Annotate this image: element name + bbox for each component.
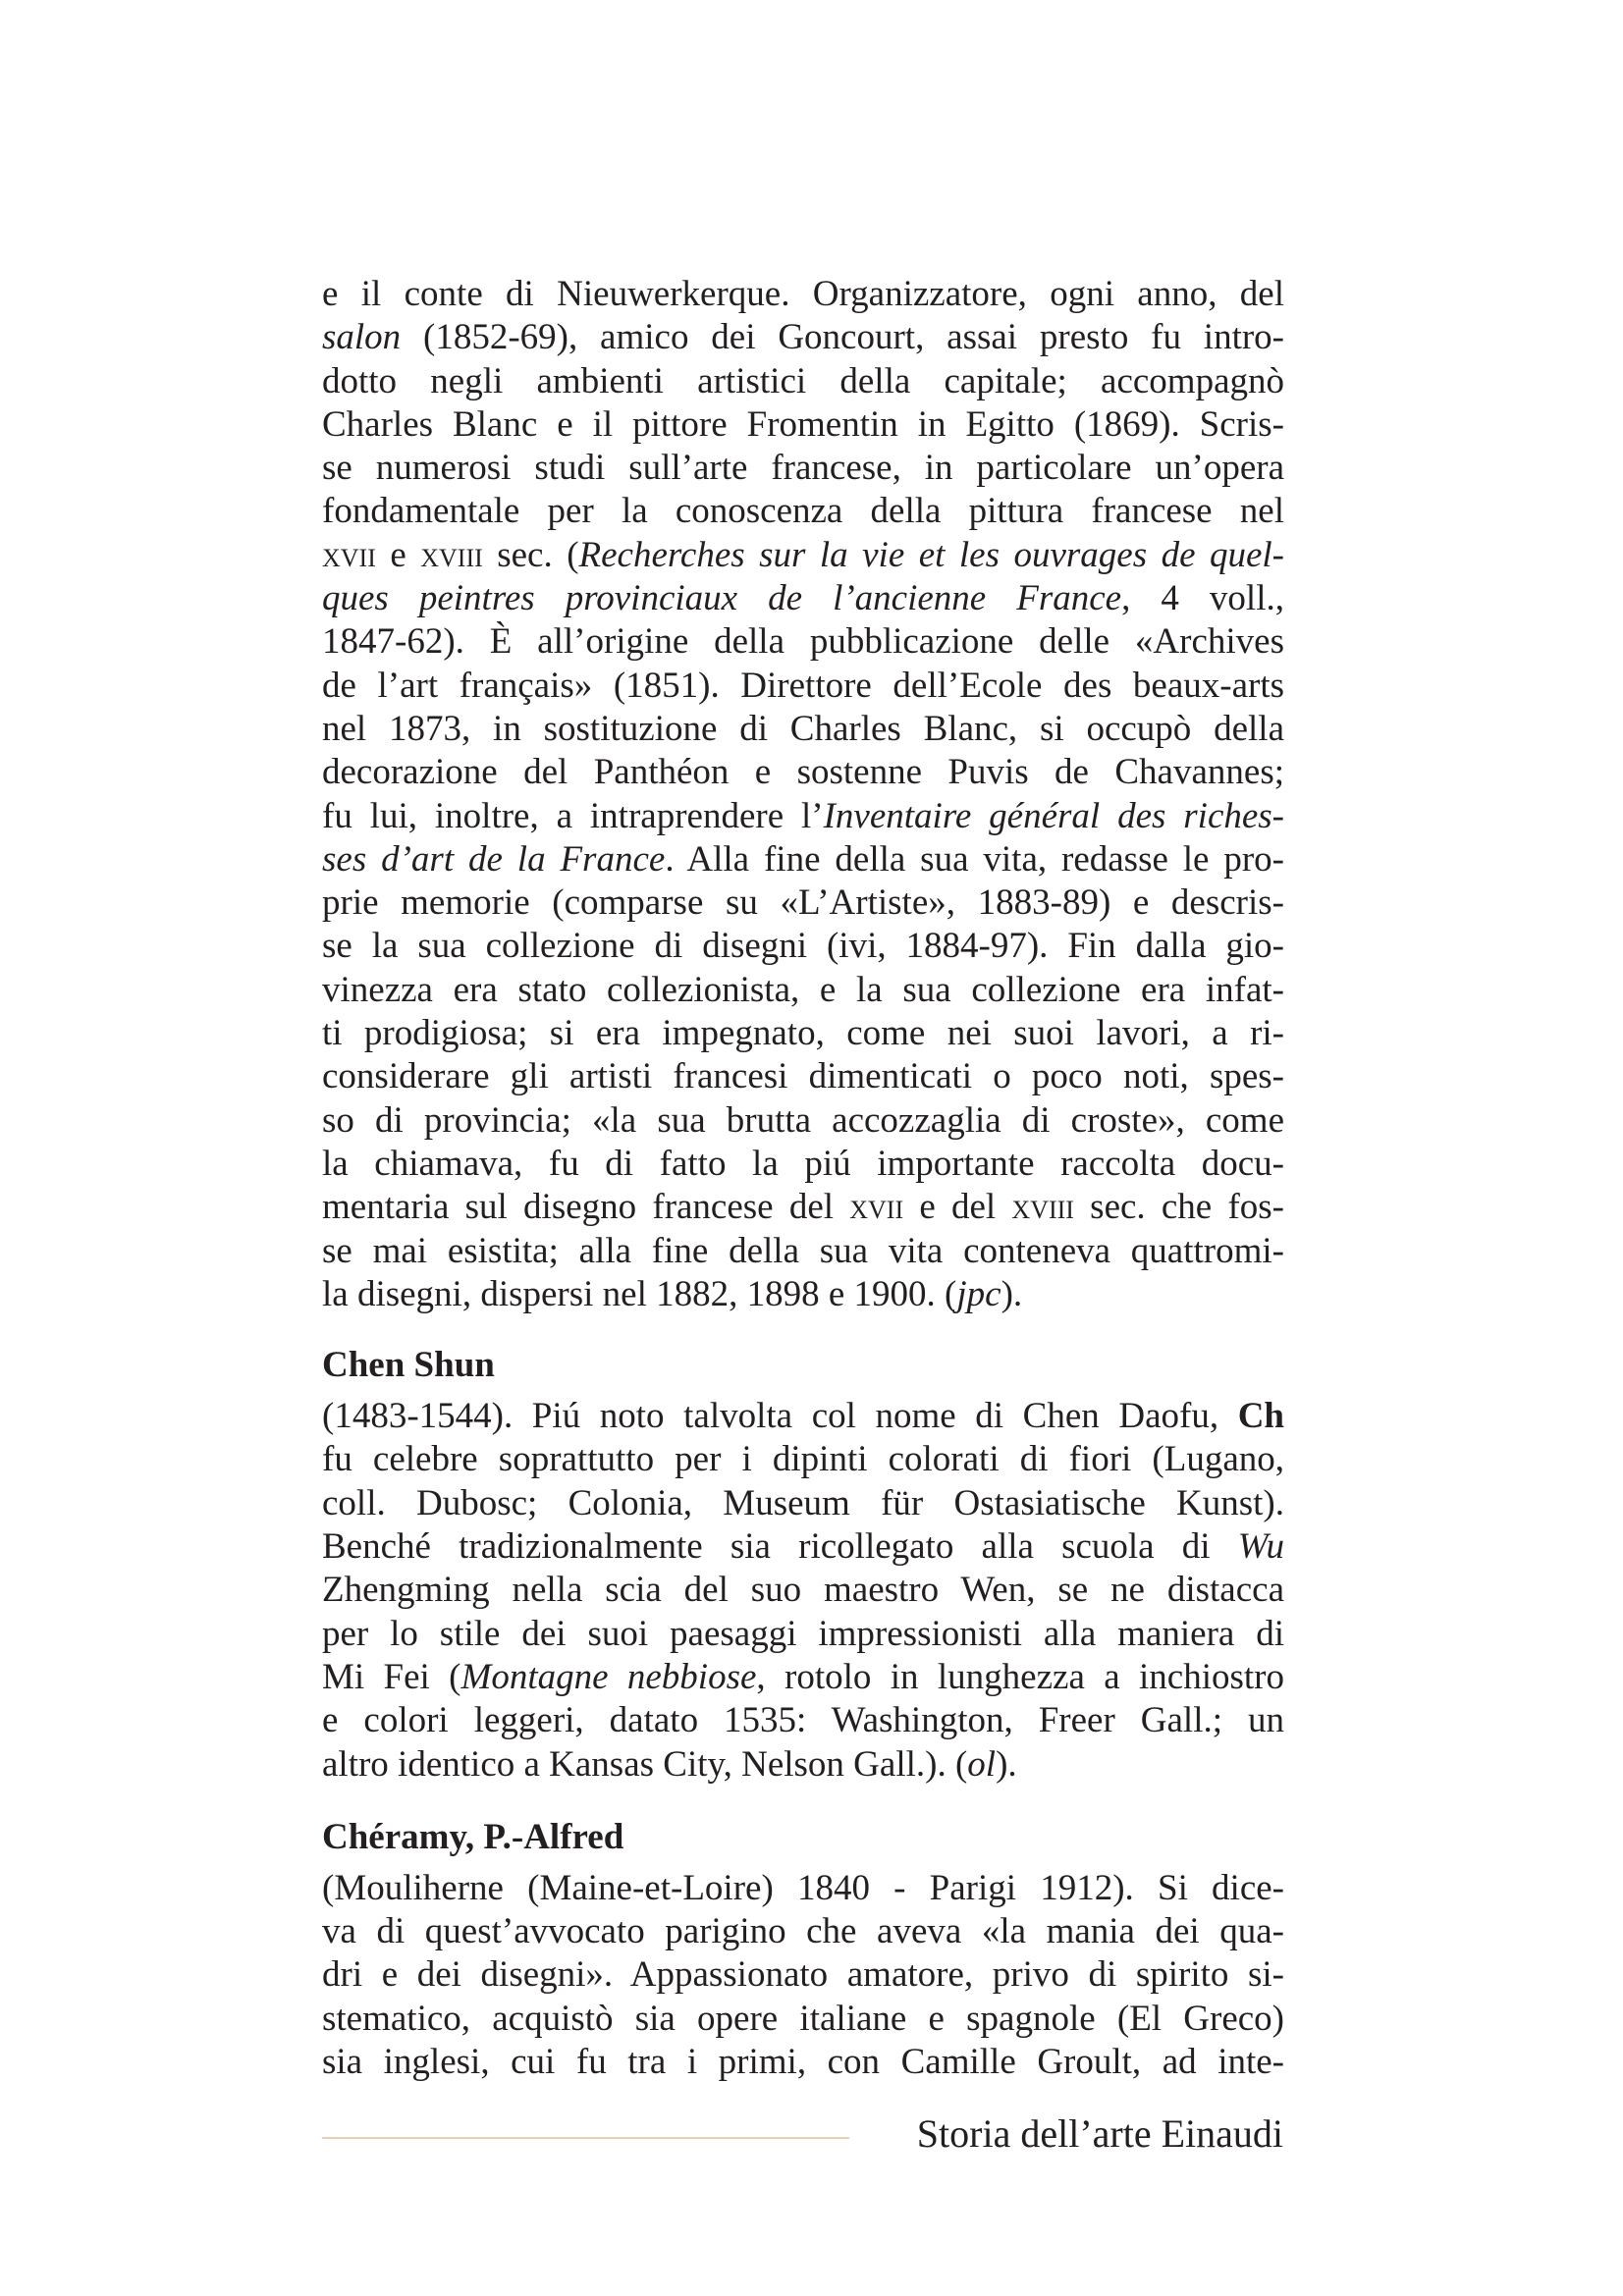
text-run: , 4 voll., — [1121, 578, 1284, 619]
italic-text: Recherches sur la vie et les ouvrages de quel- — [578, 534, 1284, 575]
text-run: Benché tradizionalmente sia ricollegato alla scuola di — [322, 1526, 1238, 1568]
text-line — [322, 1395, 1284, 1438]
text-line — [322, 838, 1284, 881]
text-line — [322, 1699, 1284, 1742]
text-run: se mai esistita; alla fine della sua vita conteneva quattromi- — [322, 1230, 1284, 1271]
text-run: dotto negli ambienti artistici della capitale; accompagnò — [322, 360, 1284, 401]
text-line — [322, 1613, 1284, 1656]
text-run: ). — [996, 1743, 1017, 1785]
italic-text: Inventaire général des riches- — [823, 795, 1285, 836]
text-run: nel 1873, in sostituzione di Charles Blanc, si occupò della — [322, 708, 1284, 749]
entry-previous-body — [322, 273, 1284, 1316]
text-run: la chiamava, fu di fatto la piú importante raccolta docu- — [322, 1143, 1284, 1184]
text-run: de l’art français» (1851). Direttore dell’Ecole des beaux-arts — [322, 665, 1284, 706]
text-line — [322, 969, 1284, 1012]
italic-text: ol — [967, 1743, 997, 1785]
text-line — [322, 1099, 1284, 1143]
italic-text: salon — [322, 317, 402, 358]
text-line — [322, 1910, 1284, 1953]
text-run: ti prodigiosa; si era impegnato, come nei suoi lavori, a ri- — [322, 1013, 1284, 1054]
text-line — [322, 1482, 1284, 1525]
entry-cheramy-body — [322, 1867, 1284, 2084]
text-line — [322, 1012, 1284, 1055]
text-line — [322, 360, 1284, 403]
text-line — [322, 1867, 1284, 1910]
text-run: mentaria sul disegno francese del — [322, 1187, 850, 1228]
italic-text: ques peintres provinciaux de l’ancienne France — [322, 578, 1122, 619]
text-run: e colori leggeri, datato 1535: Washington, Freer Gall.; un — [322, 1700, 1284, 1741]
text-run: prie memorie (comparse su «L’Artiste», 1883-89) e descris- — [322, 882, 1284, 924]
text-run: e del — [903, 1187, 1012, 1228]
text-line — [322, 490, 1284, 533]
text-line — [322, 1143, 1284, 1186]
text-run: va di quest’avvocato parigino che aveva «la mania dei qua- — [322, 1911, 1284, 1952]
italic-text: Wu — [1237, 1526, 1284, 1568]
text-line — [322, 665, 1284, 708]
text-line — [322, 925, 1284, 968]
text-line — [322, 1186, 1284, 1229]
text-line — [322, 1273, 1284, 1316]
text-line — [322, 316, 1284, 359]
text-run: la disegni, dispersi nel 1882, 1898 e 1900. ( — [322, 1273, 957, 1314]
text-run: 1847-62). È all’origine della pubblicazione delle «Archives — [322, 621, 1284, 663]
text-run: considerare gli artisti francesi dimenticati o poco noti, spes- — [322, 1056, 1284, 1097]
text-column — [322, 273, 1284, 2084]
text-run: decorazione del Panthéon e sostenne Puvis de Chavannes; — [322, 752, 1284, 793]
bold-text: Ch — [1237, 1396, 1284, 1437]
text-line — [322, 1656, 1284, 1699]
text-line — [322, 1998, 1284, 2041]
text-line — [322, 1569, 1284, 1612]
entry-cheramy-heading: Chéramy, P.-Alfred — [322, 1816, 624, 1857]
italic-text: ses d’art de la France — [322, 838, 666, 880]
text-line — [322, 447, 1284, 490]
text-run: altro identico a Kansas City, Nelson Gall.). ( — [322, 1743, 968, 1785]
footer-rule — [322, 2137, 849, 2139]
footer-title: Storia dell’arte Einaudi — [916, 2111, 1283, 2156]
text-run: sec. ( — [482, 534, 579, 575]
text-line — [322, 751, 1284, 794]
text-run: (1852-69), amico dei Goncourt, assai presto fu intro- — [401, 317, 1284, 358]
text-line — [322, 708, 1284, 751]
text-line — [322, 2041, 1284, 2084]
text-run: , rotolo in lunghezza a inchiostro — [756, 1656, 1284, 1697]
text-run: sia inglesi, cui fu tra i primi, con Camille Groult, ad inte- — [322, 2041, 1284, 2082]
text-run: (Mouliherne (Maine-et-Loire) 1840 - Parigi 1912). Si dice- — [322, 1867, 1284, 1908]
italic-text: Montagne nebbiose — [460, 1656, 757, 1697]
text-run: ). — [1001, 1273, 1023, 1314]
text-run: so di provincia; «la sua brutta accozzaglia di croste», come — [322, 1099, 1284, 1141]
entry-chen-shun-heading: Chen Shun — [322, 1345, 495, 1386]
text-line — [322, 534, 1284, 577]
text-run: Mi Fei ( — [322, 1656, 461, 1697]
text-line — [322, 1525, 1284, 1569]
smallcaps-text: xvii — [322, 534, 376, 575]
text-run: fondamentale per la conoscenza della pittura francese nel — [322, 491, 1284, 532]
text-line — [322, 620, 1284, 664]
text-line — [322, 1230, 1284, 1273]
text-run: . Alla fine della sua vita, redasse le pro- — [665, 838, 1284, 880]
text-run: fu celebre soprattutto per i dipinti colorati di fiori (Lugano, — [322, 1439, 1284, 1480]
text-run: e il conte di Nieuwerkerque. Organizzatore, ogni anno, del — [322, 274, 1284, 314]
text-run: coll. Dubosc; Colonia, Museum für Ostasiatische Kunst). — [322, 1482, 1284, 1523]
text-run: (1483-1544). Piú noto talvolta col nome di Chen Daofu, — [322, 1396, 1238, 1437]
italic-text: jpc — [956, 1273, 1001, 1314]
text-line — [322, 1743, 1284, 1787]
text-run: fu lui, inoltre, a intraprendere l’ — [322, 795, 824, 836]
text-run: sec. che fos- — [1073, 1187, 1284, 1228]
text-line — [322, 1953, 1284, 1997]
text-run: per lo stile dei suoi paesaggi impressionisti alla maniera di — [322, 1613, 1284, 1654]
text-line — [322, 1438, 1284, 1481]
text-run: Zhengming nella scia del suo maestro Wen, se ne distacca — [322, 1570, 1284, 1611]
entry-chen-shun-body — [322, 1395, 1284, 1787]
text-run: e — [375, 534, 421, 575]
text-run: dri e dei disegni». Appassionato amatore, privo di spirito si- — [322, 1954, 1284, 1996]
text-line — [322, 795, 1284, 838]
text-line — [322, 881, 1284, 925]
text-run: stematico, acquistò sia opere italiane e spagnole (El Greco) — [322, 1998, 1284, 2039]
text-run: se numerosi studi sull’arte francese, in particolare un’opera — [322, 448, 1284, 489]
text-line — [322, 403, 1284, 447]
smallcaps-text: xviii — [1011, 1187, 1074, 1228]
smallcaps-text: xviii — [420, 534, 483, 575]
text-line — [322, 1055, 1284, 1098]
text-line — [322, 273, 1284, 316]
text-run: se la sua collezione di disegni (ivi, 1884-97). Fin dalla gio- — [322, 926, 1284, 967]
smallcaps-text: xvii — [849, 1187, 904, 1228]
text-run: vinezza era stato collezionista, e la sua collezione era infat- — [322, 969, 1284, 1010]
text-line — [322, 577, 1284, 620]
text-run: Charles Blanc e il pittore Fromentin in Egitto (1869). Scris- — [322, 403, 1284, 445]
